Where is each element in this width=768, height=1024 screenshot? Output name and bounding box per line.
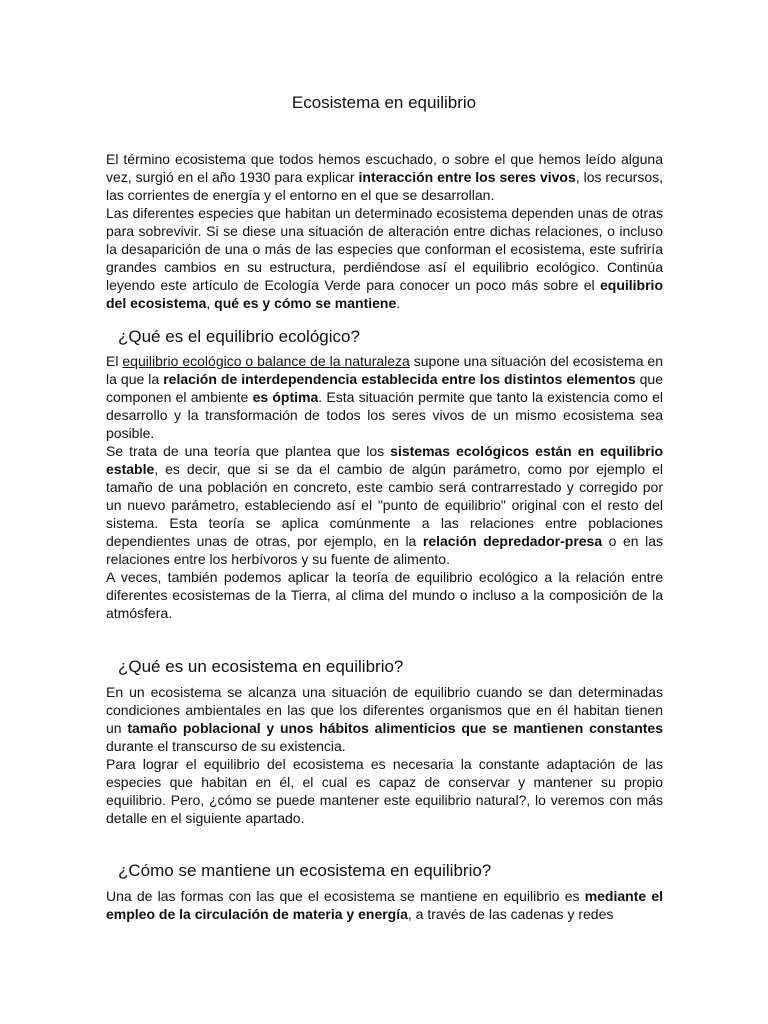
underlined-term: equilibrio ecológico o balance de la naturaleza — [122, 353, 410, 369]
section2-paragraph-1 — [106, 683, 663, 755]
text-run: Se trata de una teoría que plantea que los — [106, 443, 391, 459]
bold-run: interacción entre los seres vivos — [358, 169, 576, 185]
bold-run: mediante el empleo de la circulación de materia y energía — [106, 888, 663, 922]
text-run: , a través de las cadenas y redes — [407, 906, 614, 922]
section3-paragraph-1 — [106, 887, 663, 923]
section2-paragraph-2: Para lograr el equilibrio del ecosistema es necesaria la constante adaptación de las especies que habitan en él, el cual es capaz de conservar y mantener su propio equilibrio. Pero, ¿cómo se puede mantener este equilibrio natural?, lo veremos con más detalle en el siguiente apartado. — [106, 756, 663, 826]
text-run: que componen el ambiente — [106, 371, 663, 405]
section-heading-ecosistema-equilibrio: ¿Qué es un ecosistema en equilibrio? — [118, 657, 404, 676]
section-heading-como-se-mantiene: ¿Cómo se mantiene un ecosistema en equilibrio? — [118, 861, 492, 880]
section1-paragraph-2 — [106, 442, 663, 568]
document-title: Ecosistema en equilibrio — [291, 93, 477, 112]
bold-run: relación de interdependencia establecida entre los distintos elementos — [163, 371, 636, 387]
text-run: o en las relaciones entre los herbívoros y su fuente de alimento. — [106, 533, 663, 567]
section1-paragraph-3: A veces, también podemos aplicar la teoría de equilibrio ecológico a la relación entre diferentes ecosistemas de la Tierra, al clima del mundo o incluso a la composición de la atmósfera. — [106, 569, 663, 621]
text-run: durante el transcurso de su existencia. — [106, 738, 346, 754]
bold-run: tamaño poblacional y unos hábitos alimenticios que se mantienen constantes — [127, 720, 663, 736]
text-run: Las diferentes especies que habitan un determinado ecosistema dependen unas de otras para sobrevivir. Si se diese una situación de alteración entre dichas relaciones, o incluso la desaparición de una o más de las especies que conforman el ecosistema, este sufriría grandes cambios en su estructura, perdiéndose así el equilibrio ecológico. Continúa leyendo este artículo de Ecología Verde para conocer un poco más sobre el — [106, 205, 663, 293]
section-heading-equilibrio-ecologico: ¿Qué es el equilibrio ecológico? — [118, 327, 360, 346]
text-run: Una de las formas con las que el ecosistema se mantiene en equilibrio es — [106, 888, 585, 904]
intro-paragraph-1 — [106, 150, 663, 204]
intro-paragraph-2 — [106, 204, 663, 312]
text-run: . — [396, 295, 401, 311]
text-run: El — [106, 353, 123, 369]
text-run: , los recursos, las corrientes de energía y el entorno en el que se desarrollan. — [106, 169, 664, 203]
text-run: El término ecosistema que todos hemos escuchado, o sobre el que hemos leído alguna vez, surgió en el año 1930 para explicar — [106, 151, 663, 185]
text-run: . Esta situación permite que tanto la existencia como el desarrollo y la transformación de todos los seres vivos de un mismo ecosistema sea posible. — [106, 389, 663, 441]
bold-run: qué es y cómo se mantiene — [214, 295, 397, 311]
bold-run: relación depredador-presa — [422, 533, 603, 549]
bold-run: equilibrio del ecosistema — [106, 277, 663, 311]
bold-run: es óptima — [252, 389, 319, 405]
text-run: supone una situación del ecosistema en la que la — [106, 353, 664, 387]
text-run: , es decir, que si se da el cambio de algún parámetro, como por ejemplo el tamaño de una población en concreto, este cambio será contrarrestado y corregido por un nuevo parámetro, estableciendo así el "punto de equilibrio" original con el resto del sistema. Esta teoría se aplica comúnmente a las relaciones entre poblaciones dependientes unas de otras, por ejemplo, en la — [106, 461, 663, 549]
text-run: , — [206, 295, 215, 311]
bold-run: sistemas ecológicos están en equilibrio estable — [106, 443, 664, 477]
text-run: En un ecosistema se alcanza una situación de equilibrio cuando se dan determinadas condiciones ambientales en las que los diferentes organismos que en él habitan tienen un — [106, 684, 663, 736]
section1-paragraph-1 — [106, 352, 663, 442]
